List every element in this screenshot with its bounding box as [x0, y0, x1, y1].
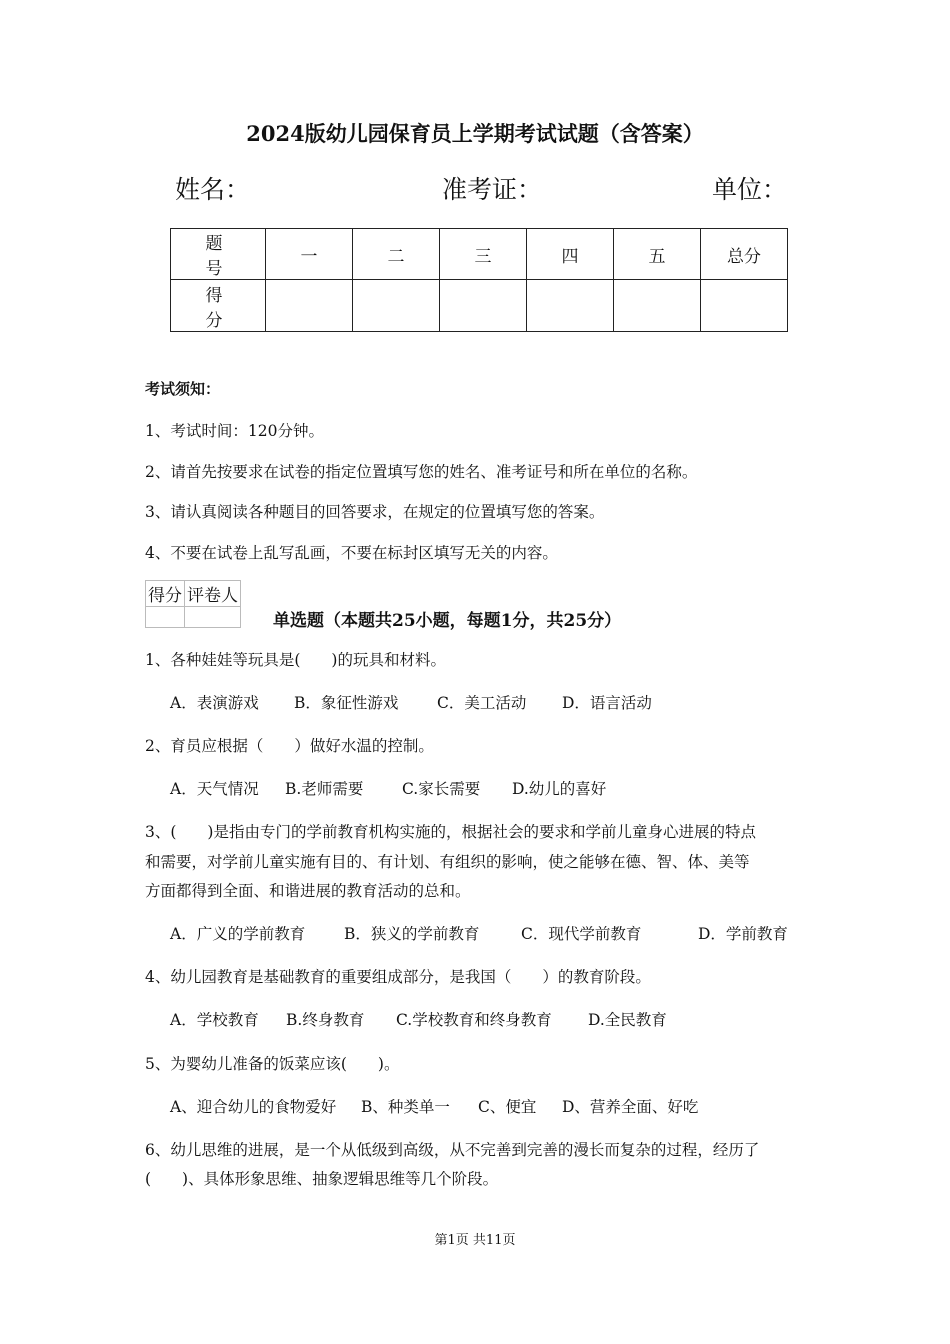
option: B、种类单一 — [361, 1098, 450, 1116]
question-options — [170, 1095, 698, 1117]
question-text: 4、幼儿园教育是基础教育的重要组成部分，是我国（ ）的教育阶段。 — [145, 968, 651, 986]
score-header-cell: 总分 — [701, 229, 788, 280]
grader-box — [145, 580, 241, 628]
score-cell[interactable] — [527, 280, 614, 332]
notice-item: 4、不要在试卷上乱写乱画，不要在标封区填写无关的内容。 — [145, 544, 558, 562]
option: D．语言活动 — [562, 694, 652, 712]
grader-name-label: 评卷人 — [185, 581, 241, 607]
option: D、营养全面、好吃 — [562, 1098, 699, 1116]
score-header-cell: 五 — [614, 229, 701, 280]
score-table-score-row — [171, 280, 788, 332]
option: C.学校教育和终身教育 — [396, 1011, 552, 1029]
question-text: 1、各种娃娃等玩具是( )的玩具和材料。 — [145, 651, 446, 669]
option: A．广义的学前教育 — [170, 925, 306, 943]
score-header-cell: 题 号 — [171, 229, 266, 280]
option: C、便宜 — [478, 1098, 537, 1116]
question-text: 方面都得到全面、和谐进展的教育活动的总和。 — [145, 882, 471, 900]
question-text: 3、( )是指由专门的学前教育机构实施的，根据社会的要求和学前儿童身心进展的特点 — [145, 823, 756, 841]
score-cell[interactable] — [440, 280, 527, 332]
score-header-cell: 四 — [527, 229, 614, 280]
score-cell[interactable] — [701, 280, 788, 332]
document-title: 2024版幼儿园保育员上学期考试试题（含答案） — [246, 121, 704, 146]
score-header-cell: 二 — [353, 229, 440, 280]
grader-score-label: 得分 — [146, 581, 185, 607]
option: A．天气情况 — [170, 780, 259, 798]
question-text: 5、为婴幼儿准备的饭菜应该( )。 — [145, 1055, 400, 1073]
question-options — [170, 922, 788, 944]
option: D.幼儿的喜好 — [512, 780, 607, 798]
question-options — [170, 691, 652, 713]
page-footer: 第1页 共11页 — [434, 1233, 516, 1248]
option: A．表演游戏 — [170, 694, 259, 712]
score-cell[interactable] — [614, 280, 701, 332]
option: B．狭义的学前教育 — [344, 925, 480, 943]
question-options — [170, 1008, 667, 1030]
option: A．学校教育 — [170, 1011, 259, 1029]
option: A、迎合幼儿的食物爱好 — [170, 1098, 337, 1116]
unit-field-label: 单位： — [712, 175, 788, 204]
notice-item: 2、请首先按要求在试卷的指定位置填写您的姓名、准考证号和所在单位的名称。 — [145, 463, 698, 481]
option: B．象征性游戏 — [294, 694, 399, 712]
score-header-cell: 三 — [440, 229, 527, 280]
notice-title: 考试须知： — [145, 380, 221, 398]
option: B.老师需要 — [285, 780, 364, 798]
question-text: 6、幼儿思维的进展，是一个从低级到高级，从不完善到完善的漫长而复杂的过程，经历了 — [145, 1141, 760, 1159]
section-heading: 单选题（本题共25小题，每题1分，共25分） — [273, 611, 622, 631]
question-options — [170, 777, 606, 799]
score-table — [170, 228, 788, 332]
score-cell[interactable] — [266, 280, 353, 332]
option: D．学前教育 — [698, 925, 788, 943]
score-table-header-row — [171, 229, 788, 280]
option: C.家长需要 — [402, 780, 481, 798]
grader-name-cell[interactable] — [185, 607, 241, 628]
name-field-label: 姓名： — [175, 175, 251, 204]
question-text: ( )、具体形象思维、抽象逻辑思维等几个阶段。 — [145, 1170, 499, 1188]
grader-score-cell[interactable] — [146, 607, 185, 628]
score-cell[interactable] — [353, 280, 440, 332]
notice-item: 3、请认真阅读各种题目的回答要求，在规定的位置填写您的答案。 — [145, 503, 605, 521]
option: C．美工活动 — [437, 694, 527, 712]
question-text: 和需要，对学前儿童实施有目的、有计划、有组织的影响，使之能够在德、智、体、美等 — [145, 853, 750, 871]
option: C．现代学前教育 — [521, 925, 642, 943]
notice-item: 1、考试时间：120分钟。 — [145, 422, 324, 440]
option: D.全民教育 — [588, 1011, 667, 1029]
question-text: 2、育员应根据（ ）做好水温的控制。 — [145, 737, 434, 755]
score-row-label: 得 分 — [171, 280, 266, 332]
ticket-field-label: 准考证： — [442, 175, 543, 204]
score-header-cell: 一 — [266, 229, 353, 280]
option: B.终身教育 — [286, 1011, 365, 1029]
